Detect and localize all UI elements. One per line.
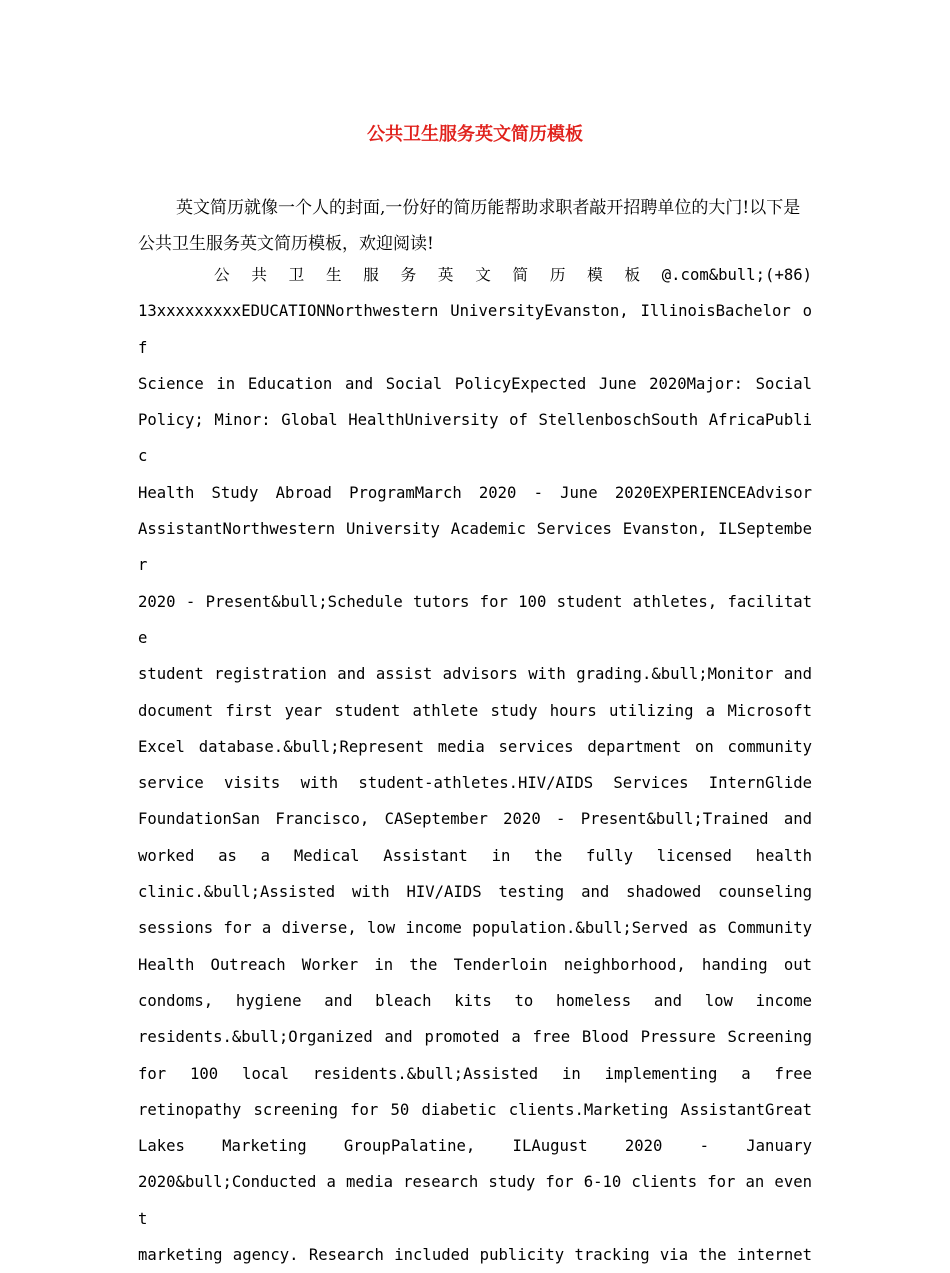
body-line: student registration and assist advisors with grading.&bull;Monitor and [138, 665, 812, 684]
body-line: condoms, hygiene and bleach kits to homeless and low income [138, 991, 812, 1010]
body-line: 2020 - Present&bull;Schedule tutors for 100 student athletes, facilitate [138, 592, 812, 647]
body-line: Health Study Abroad ProgramMarch 2020 - June 2020EXPERIENCEAdvisor [138, 483, 812, 502]
body-line: Science in Education and Social PolicyExpected June 2020Major: Social [138, 374, 812, 393]
body-line: Health Outreach Worker in the Tenderloin neighborhood, handing out [138, 955, 812, 974]
body-line: 13xxxxxxxxxEDUCATIONNorthwestern UniversityEvanston, IllinoisBachelor of [138, 302, 812, 357]
body-line: 2020&bull;Conducted a media research study for 6-10 clients for an event [138, 1173, 812, 1228]
body-line: Lakes Marketing GroupPalatine, ILAugust 2020 - January [138, 1137, 812, 1156]
resume-body [138, 257, 812, 1273]
body-line: AssistantNorthwestern University Academic Services Evanston, ILSeptember [138, 520, 812, 575]
body-line: Policy; Minor: Global HealthUniversity of StellenboschSouth AfricaPublic [138, 411, 812, 466]
intro-paragraph: 英文简历就像一个人的封面,一份好的简历能帮助求职者敲开招聘单位的大门!以下是公共卫生服务英文简历模板，欢迎阅读! [138, 198, 801, 254]
body-line: retinopathy screening for 50 diabetic clients.Marketing AssistantGreat [138, 1100, 812, 1119]
body-line: document first year student athlete study hours utilizing a Microsoft [138, 701, 812, 720]
body-line: clinic.&bull;Assisted with HIV/AIDS testing and shadowed counseling [138, 883, 812, 902]
body-line: sessions for a diverse, low income population.&bull;Served as Community [138, 919, 812, 938]
body-line: residents.&bull;Organized and promoted a free Blood Pressure Screening [138, 1028, 812, 1047]
body-line: Excel database.&bull;Represent media services department on community [138, 737, 812, 756]
body-line: for 100 local residents.&bull;Assisted in implementing a free [138, 1064, 812, 1083]
body-line: service visits with student-athletes.HIV/AIDS Services InternGlide [138, 774, 812, 793]
body-line: FoundationSan Francisco, CASeptember 2020 - Present&bull;Trained and [138, 810, 812, 829]
body-line: 公 共 卫 生 服 务 英 文 简 历 模 板 @.com&bull;(+86) [214, 266, 812, 284]
document-title: 公共卫生服务英文简历模板 [367, 124, 583, 145]
body-line: marketing agency. Research included publicity tracking via the internet [138, 1246, 812, 1265]
body-line: worked as a Medical Assistant in the fully licensed health [138, 846, 812, 865]
